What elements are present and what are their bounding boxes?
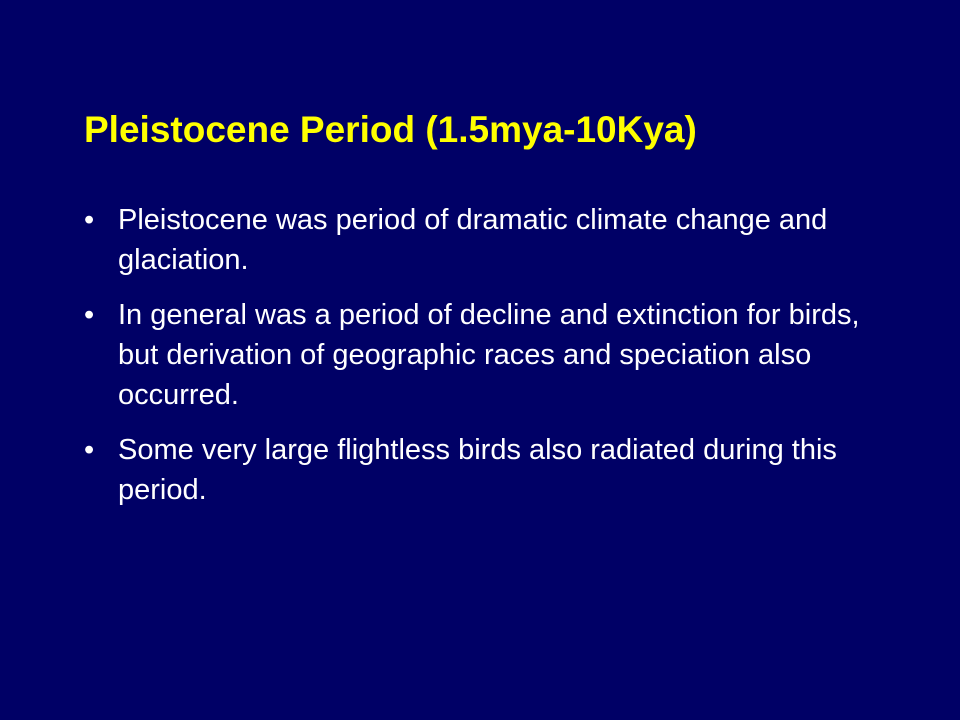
bullet-text: In general was a period of decline and extinction for birds, but derivation of geographic races and speciation also occurred. (118, 299, 860, 411)
slide-title: Pleistocene Period (1.5mya-10Kya) (84, 109, 697, 150)
bullet-item (84, 430, 884, 510)
bullet-item (84, 295, 884, 415)
bullet-icon: • (84, 434, 95, 466)
bullet-icon: • (84, 299, 95, 331)
bullet-text: Some very large flightless birds also radiated during this period. (118, 434, 837, 506)
bullet-text: Pleistocene was period of dramatic climate change and glaciation. (118, 204, 828, 276)
bullet-item (84, 200, 884, 280)
bullet-icon: • (84, 204, 95, 236)
bullet-list (84, 200, 884, 525)
